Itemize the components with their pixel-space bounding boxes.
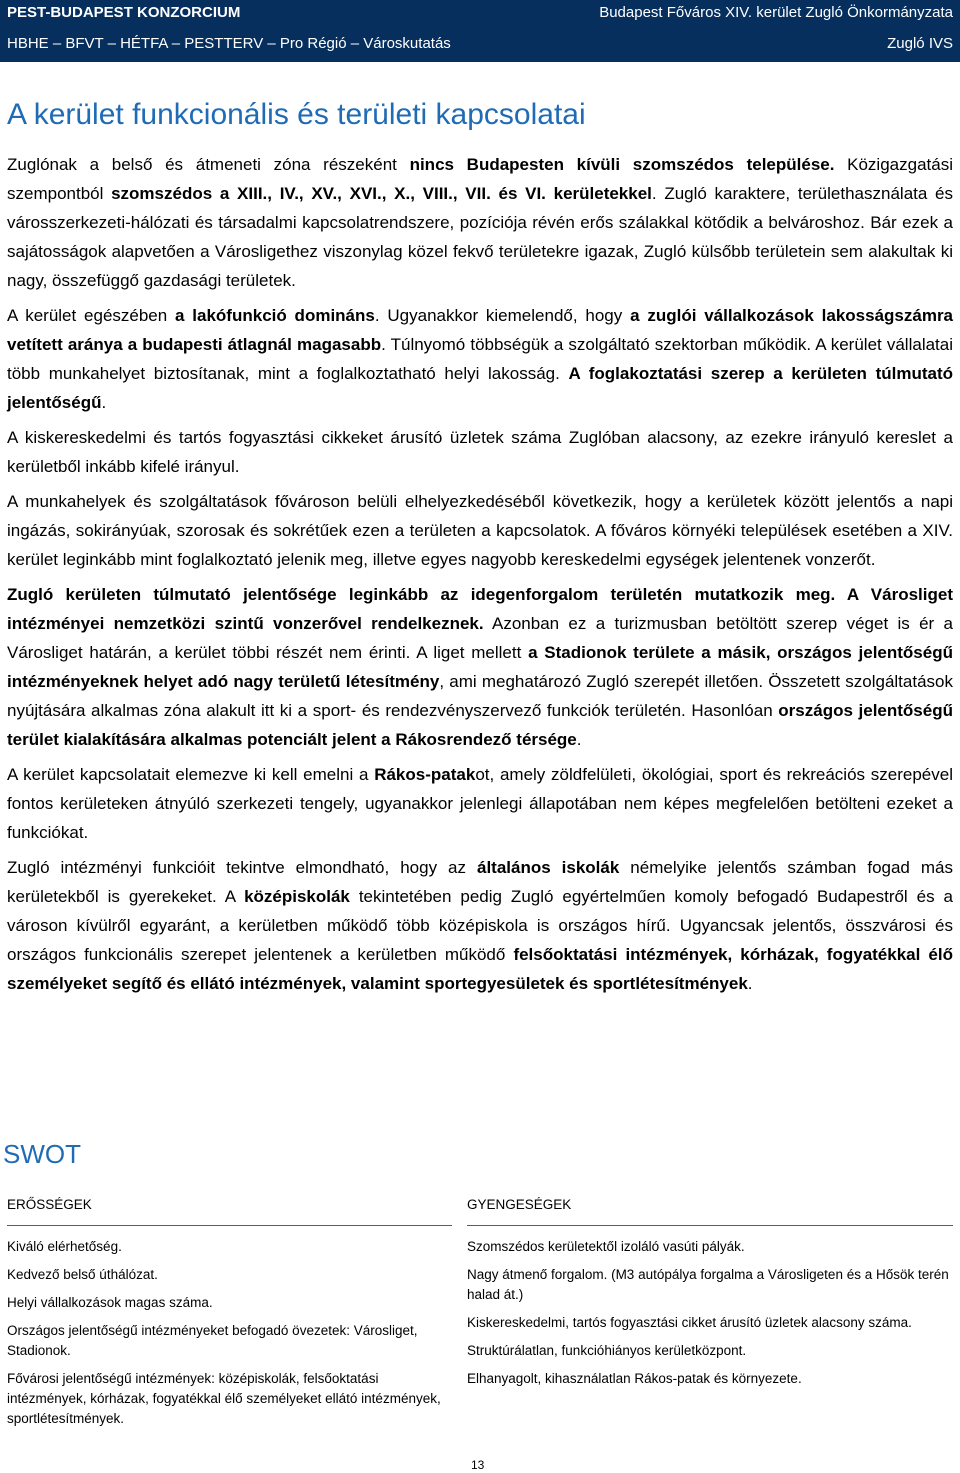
text-run: .	[576, 730, 582, 749]
text-run: A kerület egészében	[7, 306, 176, 325]
paragraph	[7, 150, 953, 295]
text-run: Azonban ez a turizmusban betöltött szerep véget is ér a Városliget határán, a kerület többi részét nem érinti. A liget mellett	[7, 614, 953, 662]
text-run: némelyike jelentős számban fogad más kerületekből is gyerekeket. A	[7, 858, 953, 906]
header-row-bottom	[7, 33, 953, 53]
emphasized-text: a Stadionok területe a másik, országos jelentőségű intézményeknek helyet adó nagy területű létesítmény	[7, 643, 953, 691]
text-run: A kiskereskedelmi és tartós fogyasztási cikkeket árusító üzletek száma Zuglóban alacsony, az ezekre irányuló kereslet a kerületből inkább kifelé irányul.	[7, 428, 953, 476]
strength-item: Helyi vállalkozások magas száma.	[7, 1295, 213, 1310]
paragraph	[7, 853, 953, 998]
text-run: tekintetében pedig Zugló egyértelműen komoly befogadó Budapestről és a városon kívülről egyaránt, a kerületben működő több középiskola is országos hírű. Ugyancsak jelentős, összvárosi és országos funkcionális szerepet jelentenek a kerületben működő	[7, 887, 953, 964]
text-run: , ami meghatározó Zugló szerepét illetően. Összetett szolgáltatások nyújtására alkalmas zóna alakult itt ki a sport- és rendezvényszervező funkciók területén. Hasonlóan	[7, 672, 953, 720]
partner-list: HBHE – BFVT – HÉTFA – PESTTERV – Pro Régió – Városkutatás	[7, 34, 451, 52]
weakness-item: Struktúrálatlan, funkcióhiányos kerületközpont.	[467, 1343, 747, 1358]
paragraph	[7, 487, 953, 574]
header-row-top	[7, 2, 953, 22]
text-run: . Túlnyomó többségük a szolgáltató szektorban működik. A kerület vállalatai több munkahelyet biztosítanak, mint a foglalkoztatható helyi lakosság.	[7, 335, 954, 383]
emphasized-text: nincs Budapesten kívüli szomszédos települése.	[409, 155, 835, 174]
section-title: A kerület funkcionális és területi kapcsolatai	[7, 98, 586, 131]
paragraph	[7, 423, 953, 481]
emphasized-text: A foglakoztatási szerep a kerületen túlmutató jelentőségű	[7, 364, 954, 412]
body-text	[7, 150, 953, 1004]
text-run: ot, amely zöldfelületi, ökológiai, sport és rekreációs szerepével fontos kerületeken átnyúló szerkezeti tengely, ugyanakkor jelenlegi állapotában nem képes megfelelően betölteni ezeket a funkciókat.	[7, 765, 953, 842]
weaknesses-list	[467, 1237, 953, 1389]
weakness-item: Szomszédos kerületektől izoláló vasúti pályák.	[467, 1239, 745, 1254]
emphasized-text: a zuglói vállalkozások lakosságszámra vetített aránya a budapesti átlagnál magasabb	[7, 306, 954, 354]
strength-item: Kiváló elérhetőség.	[7, 1239, 122, 1254]
paragraph	[7, 760, 953, 847]
strength-item: Országos jelentőségű intézményeket befogadó övezetek: Városliget, Stadionok.	[7, 1323, 418, 1358]
strengths-divider	[7, 1225, 452, 1226]
municipality-name: Budapest Főváros XIV. kerület Zugló Önkormányzata	[599, 3, 953, 21]
weakness-item: Elhanyagolt, kihasználatlan Rákos-patak és környezete.	[467, 1371, 802, 1386]
consortium-name: PEST-BUDAPEST KONZORCIUM	[7, 3, 241, 21]
page-number: 13	[471, 1458, 485, 1472]
text-run: .	[101, 393, 107, 412]
text-run: Közigazgatási szempontból	[7, 155, 953, 203]
emphasized-text: a lakófunkció domináns	[175, 306, 375, 325]
strength-item: Fővárosi jelentőségű intézmények: középiskolák, felsőoktatási intézmények, kórházak, fogyatékkal élő személyeket ellátó intézmények, sportlétesítmények.	[7, 1371, 441, 1426]
text-run: . Zugló karaktere, területhasználata és városszerkezeti-hálózati és társadalmi kapcsolatrendszere, pozíciója révén erős szálakkal kötődik a belvároshoz. Bár ezek a sajátosságok alapvetően a Városligethez viszonylag közel fekvő területekre igazak, Zugló külsőbb területein sem alakultak ki nagy, összefüggő gazdasági területek.	[7, 184, 953, 290]
emphasized-text: középiskolák	[244, 887, 350, 906]
weakness-item: Nagy átmenő forgalom. (M3 autópálya forgalma a Városligeten és a Hősök terén halad át.)	[467, 1267, 949, 1302]
emphasized-text: Zugló kerületen túlmutató jelentősége leginkább az idegenforgalom területén mutatkozik meg. A Városliget intézményei nemzetközi szintű vonzerővel rendelkeznek.	[7, 585, 953, 633]
text-run: A munkahelyek és szolgáltatások fővároson belüli elhelyezkedéséből következik, hogy a kerületek között jelentős a napi ingázás, sokirányúak, szorosak és sokrétűek ezen a területen a kapcsolatok. A főváros környéki települések esetében a XIV. kerület leginkább mint foglalkoztató jelenik meg, illetve egyes nagyobb kereskedelmi egységek jelentenek vonzerőt.	[7, 492, 953, 569]
paragraph	[7, 301, 953, 417]
swot-title: SWOT	[3, 1139, 81, 1169]
weaknesses-divider	[467, 1225, 953, 1226]
text-run: A kerület kapcsolatait elemezve ki kell emelni a	[7, 765, 375, 784]
weakness-item: Kiskereskedelmi, tartós fogyasztási cikket árusító üzletek alacsony száma.	[467, 1315, 912, 1330]
text-run: .	[747, 974, 753, 993]
emphasized-text: Rákos-patak	[374, 765, 476, 784]
weaknesses-heading: GYENGESÉGEK	[467, 1197, 572, 1212]
text-run: . Ugyanakkor kiemelendő, hogy	[374, 306, 631, 325]
document-name: Zugló IVS	[887, 34, 953, 52]
text-run: Zugló intézményi funkcióit tekintve elmondható, hogy az	[7, 858, 477, 877]
paragraph	[7, 580, 953, 754]
strengths-column	[7, 1195, 452, 1437]
emphasized-text: országos jelentőségű terület kialakítására alkalmas potenciált jelent a Rákosrendező térsége	[7, 701, 953, 749]
text-run: Zuglónak a belső és átmeneti zóna részeként	[7, 155, 410, 174]
document-header	[0, 0, 960, 62]
emphasized-text: felsőoktatási intézmények, kórházak, fogyatékkal élő személyeket segítő és ellátó intézmények, valamint sportegyesületek és sportlétesítmények	[7, 945, 953, 993]
strengths-heading: ERŐSSÉGEK	[7, 1197, 92, 1212]
emphasized-text: általános iskolák	[476, 858, 620, 877]
weaknesses-column	[467, 1195, 953, 1397]
strengths-list	[7, 1237, 452, 1429]
strength-item: Kedvező belső úthálózat.	[7, 1267, 158, 1282]
emphasized-text: szomszédos a XIII., IV., XV., XVI., X., VIII., VII. és VI. kerületekkel	[111, 184, 652, 203]
